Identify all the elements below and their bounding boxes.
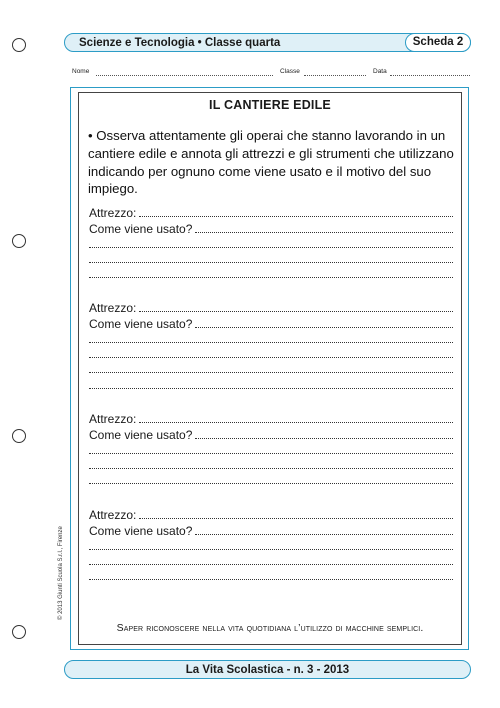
answer-line[interactable] <box>89 579 453 580</box>
binder-hole <box>12 429 26 443</box>
answer-line[interactable] <box>139 311 453 312</box>
subject-title: Scienze e Tecnologia • Classe quarta <box>79 36 281 49</box>
worksheet-box <box>78 92 462 645</box>
answer-line[interactable] <box>89 549 453 550</box>
class-line[interactable] <box>304 75 366 76</box>
tool-label: Attrezzo: <box>89 206 137 221</box>
answer-line[interactable] <box>89 483 453 484</box>
answer-line[interactable] <box>195 327 453 328</box>
answer-line[interactable] <box>139 422 453 423</box>
answer-line[interactable] <box>89 372 453 373</box>
footer-bar <box>64 660 471 679</box>
name-label: Nome <box>72 68 90 75</box>
tool-entry <box>89 205 453 281</box>
answer-line[interactable] <box>89 564 453 565</box>
tool-entry <box>89 507 453 583</box>
answer-line[interactable] <box>89 277 453 278</box>
usage-label: Come viene usato? <box>89 523 193 538</box>
answer-line[interactable] <box>89 388 453 389</box>
sheet-number: Scheda 2 <box>405 33 471 52</box>
tool-entry <box>89 411 453 487</box>
issue-label: La Vita Scolastica - n. 3 - 2013 <box>185 663 350 676</box>
tool-label: Attrezzo: <box>89 412 137 427</box>
date-line[interactable] <box>390 75 470 76</box>
name-line[interactable] <box>96 75 273 76</box>
student-fields <box>72 68 472 80</box>
usage-label: Come viene usato? <box>89 427 193 442</box>
answer-line[interactable] <box>89 247 453 248</box>
tool-entry <box>89 300 453 392</box>
instruction-text: • Osserva attentamente gli operai che stanno lavorando in un cantiere edile e annota gli attrezzi e gli strumenti che utilizzano indicando per ognuno come viene usato e il motivo del suo impiego. <box>88 128 454 197</box>
usage-label: Come viene usato? <box>89 316 193 331</box>
copyright-notice: © 2013 Giunti Scuola S.r.l., Firenze <box>58 526 64 620</box>
binder-hole <box>12 38 26 52</box>
answer-line[interactable] <box>89 342 453 343</box>
binder-hole <box>12 625 26 639</box>
header-bar <box>64 33 471 52</box>
answer-line[interactable] <box>195 534 453 535</box>
tool-label: Attrezzo: <box>89 508 137 523</box>
worksheet-title: IL CANTIERE EDILE <box>209 98 331 112</box>
answer-line[interactable] <box>89 468 453 469</box>
answer-line[interactable] <box>89 357 453 358</box>
class-label: Classe <box>280 68 300 75</box>
answer-line[interactable] <box>195 232 453 233</box>
answer-line[interactable] <box>89 262 453 263</box>
usage-label: Come viene usato? <box>89 221 193 236</box>
answer-line[interactable] <box>139 216 453 217</box>
date-label: Data <box>373 68 387 75</box>
binder-hole <box>12 234 26 248</box>
tool-label: Attrezzo: <box>89 301 137 316</box>
answer-line[interactable] <box>139 518 453 519</box>
learning-goal: Saper riconoscere nella vita quotidiana l’utilizzo di macchine semplici. <box>116 622 424 634</box>
answer-line[interactable] <box>195 438 453 439</box>
answer-line[interactable] <box>89 453 453 454</box>
